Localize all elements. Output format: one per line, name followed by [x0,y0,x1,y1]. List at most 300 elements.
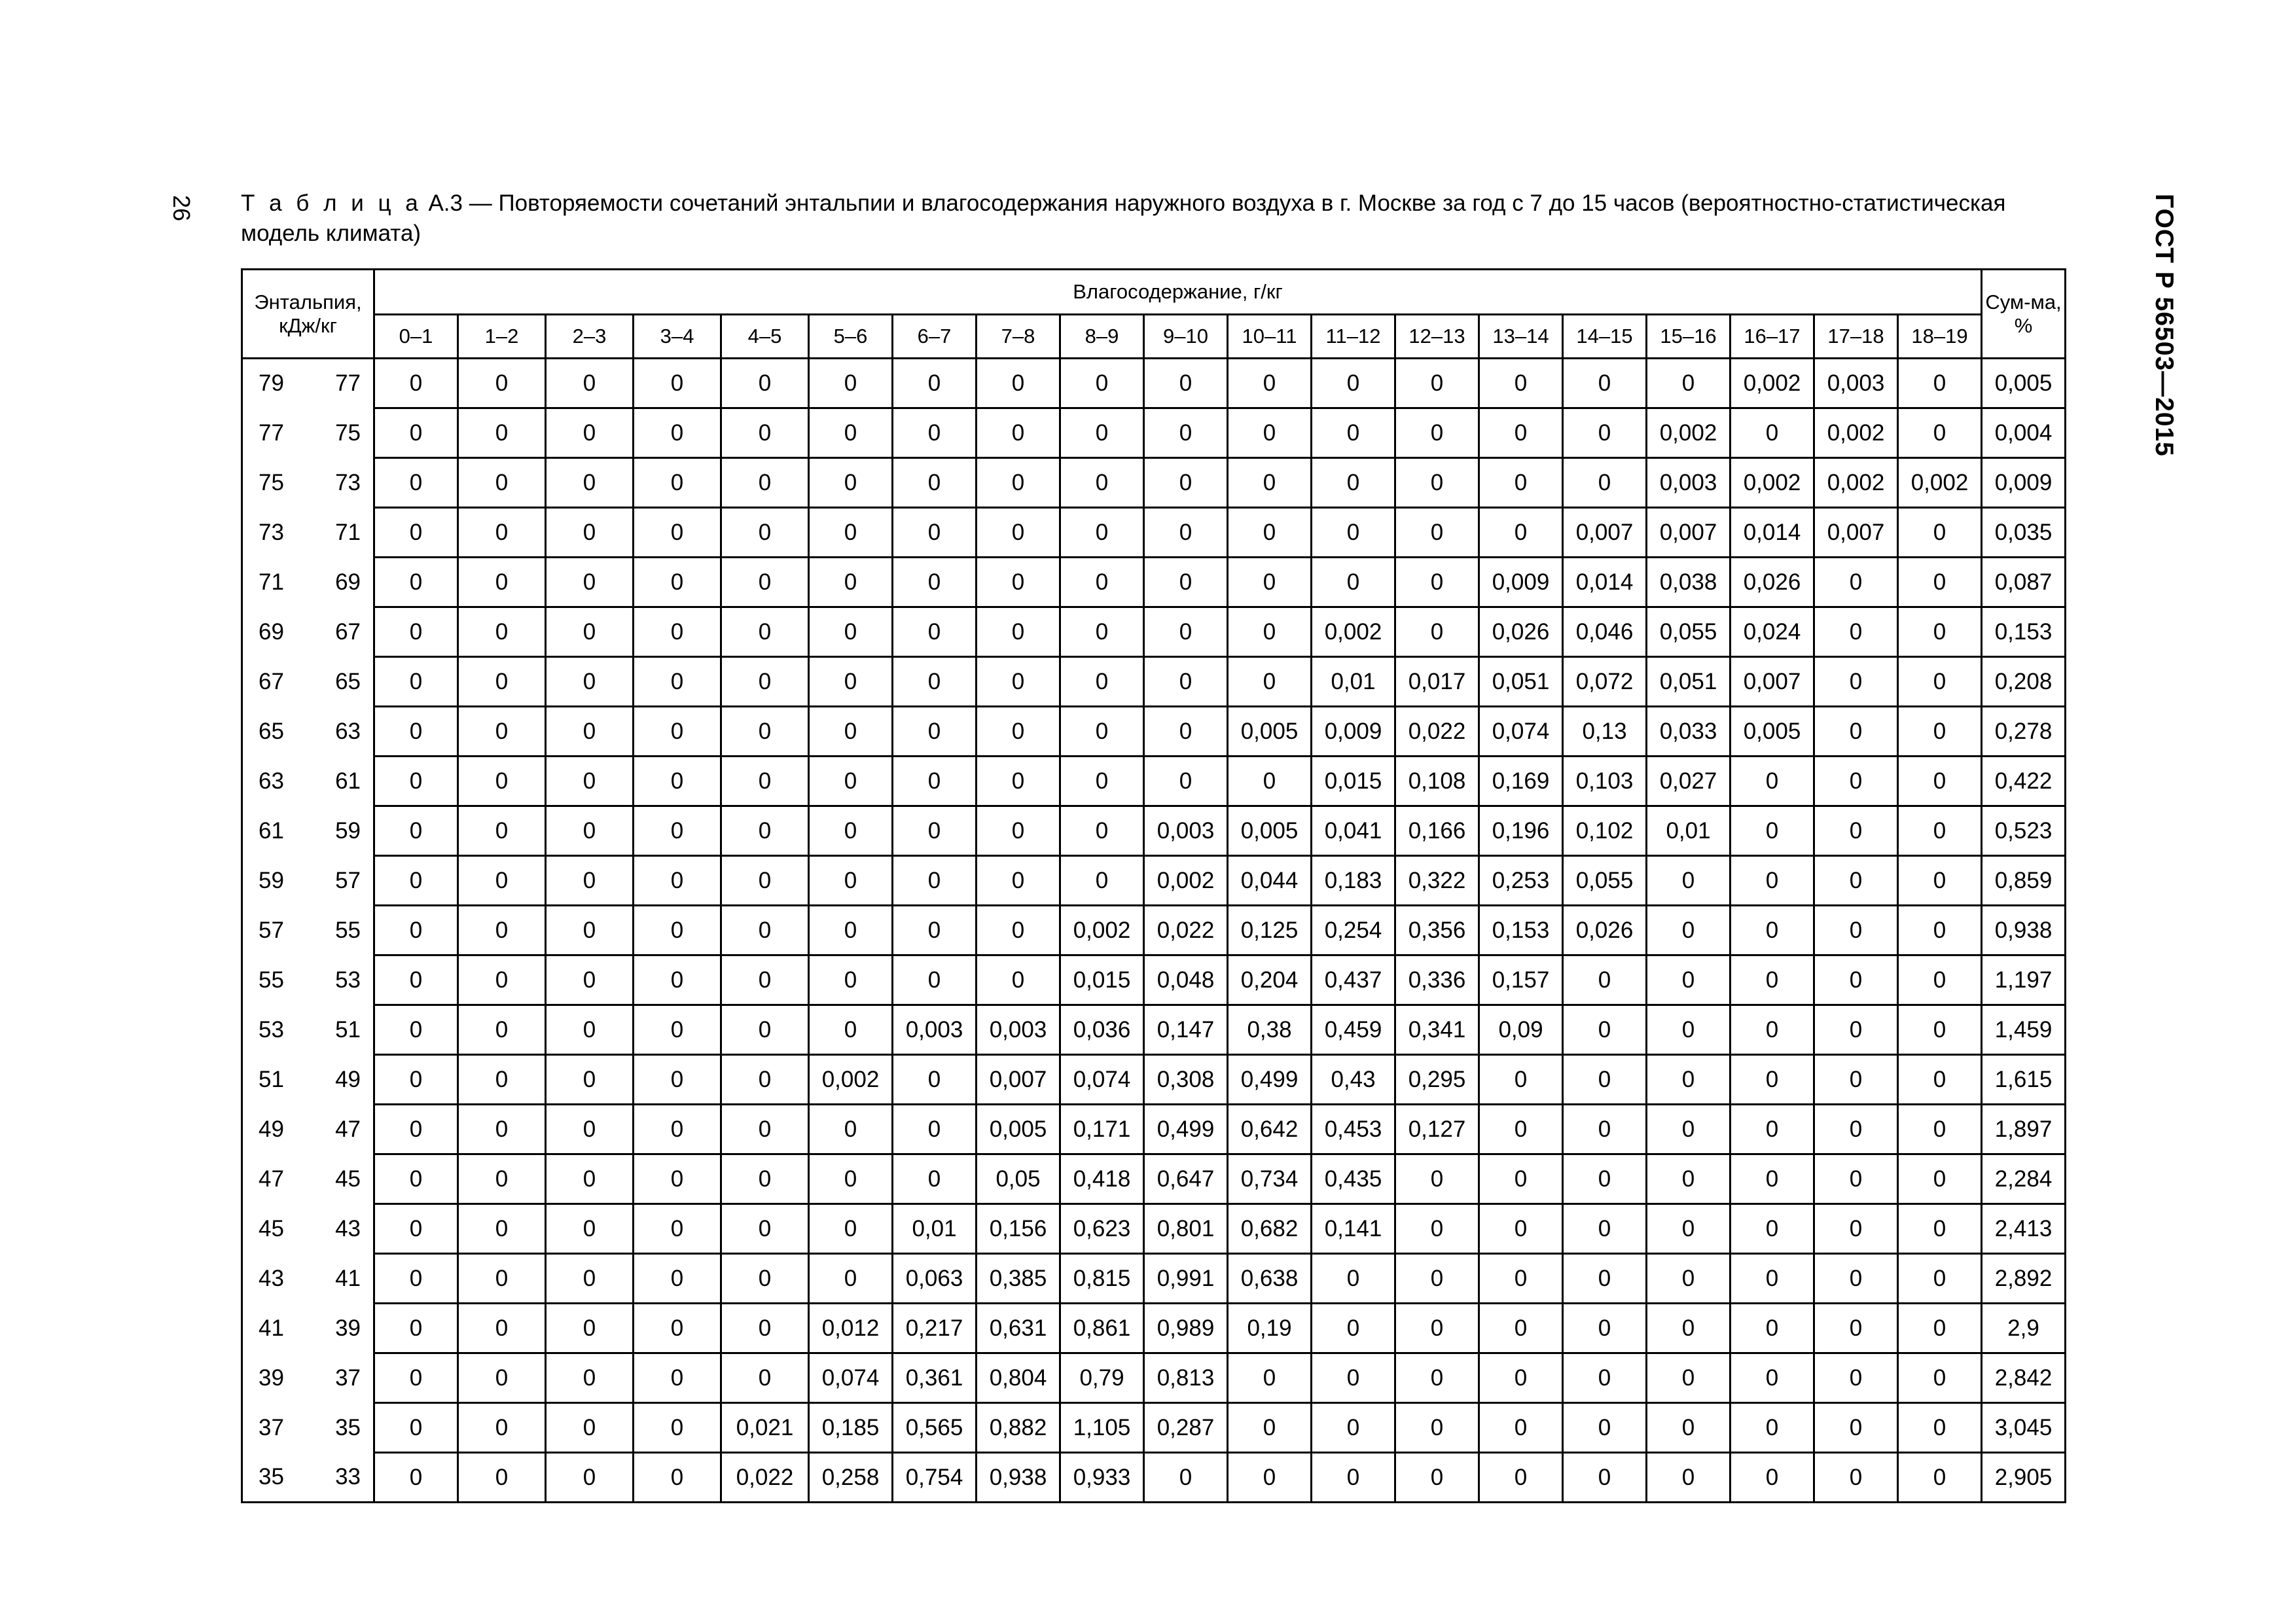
value-cell: 0 [809,707,893,757]
value-cell: 0 [1395,1453,1479,1503]
value-cell: 0 [1814,955,1898,1005]
value-cell: 0 [809,558,893,607]
enthalpy-lower: 41 [335,1265,361,1291]
value-cell: 0 [1563,1353,1647,1403]
value-cell: 0 [1395,1353,1479,1403]
table-row [242,1353,2066,1403]
value-cell: 0 [374,1254,458,1304]
enthalpy-lower: 73 [335,469,361,495]
value-cell: 0 [977,856,1060,906]
value-cell: 0 [458,707,546,757]
value-cell: 0 [1479,1254,1563,1304]
value-cell: 0 [634,1154,721,1204]
value-cell: 0,003 [1144,806,1228,856]
value-cell: 0 [458,1105,546,1154]
value-cell: 0 [721,856,809,906]
value-cell: 0,09 [1479,1005,1563,1055]
value-cell: 0,815 [1060,1254,1144,1304]
enthalpy-range-cell [242,906,374,955]
value-cell: 0,254 [1312,906,1395,955]
value-cell: 0 [374,1204,458,1254]
value-cell: 0 [721,657,809,707]
enthalpy-range-cell [242,856,374,906]
value-cell: 0 [721,607,809,657]
value-cell: 0 [1060,707,1144,757]
value-cell: 0 [634,856,721,906]
value-cell: 0 [1479,1055,1563,1105]
value-cell: 0,19 [1228,1304,1312,1353]
sum-cell: 1,459 [1982,1005,2066,1055]
value-cell: 0 [721,508,809,558]
value-cell: 0,108 [1395,757,1479,806]
enthalpy-upper: 43 [259,1265,284,1291]
value-cell: 0 [893,955,977,1005]
enthalpy-upper: 41 [259,1315,284,1341]
value-cell: 0 [1898,707,1982,757]
value-cell: 0 [1479,408,1563,458]
enthalpy-lower: 47 [335,1116,361,1142]
value-cell: 0,989 [1144,1304,1228,1353]
enthalpy-lower: 67 [335,618,361,645]
value-cell: 0 [1144,1453,1228,1503]
value-cell: 0 [721,955,809,1005]
value-cell: 0 [1144,657,1228,707]
value-cell: 0,813 [1144,1353,1228,1403]
value-cell: 0 [977,558,1060,607]
table-row [242,707,2066,757]
value-cell: 0 [458,757,546,806]
value-cell: 0 [893,458,977,508]
table-container [241,268,2066,1503]
value-cell: 0,036 [1060,1005,1144,1055]
enthalpy-range-cell [242,1055,374,1105]
value-cell: 0 [721,359,809,408]
value-cell: 0,453 [1312,1105,1395,1154]
value-cell: 0 [458,1353,546,1403]
value-cell: 0 [1144,707,1228,757]
value-cell: 0 [721,1154,809,1204]
value-cell: 0 [1814,906,1898,955]
column-header: 4–5 [721,315,809,359]
value-cell: 0 [1563,955,1647,1005]
value-cell: 0 [1731,1204,1814,1254]
value-cell: 0 [458,1304,546,1353]
value-cell: 0 [893,1105,977,1154]
table-row [242,408,2066,458]
value-cell: 0 [1731,757,1814,806]
enthalpy-range-cell [242,1453,374,1503]
value-cell: 0 [458,458,546,508]
value-cell: 0,033 [1647,707,1731,757]
table-row [242,1005,2066,1055]
table-caption [241,188,2073,249]
value-cell: 0,005 [1228,806,1312,856]
value-cell: 0 [893,1055,977,1105]
sum-cell: 0,004 [1982,408,2066,458]
enthalpy-upper: 63 [259,768,284,794]
value-cell: 0 [977,607,1060,657]
value-cell: 0 [893,1154,977,1204]
value-cell: 0,048 [1144,955,1228,1005]
column-header: 5–6 [809,315,893,359]
table-row [242,856,2066,906]
value-cell: 0,322 [1395,856,1479,906]
enthalpy-lower: 35 [335,1414,361,1440]
value-cell: 0 [1060,757,1144,806]
value-cell: 0 [374,558,458,607]
value-cell: 0,051 [1479,657,1563,707]
value-cell: 0,002 [1814,458,1898,508]
value-cell: 0 [1898,906,1982,955]
value-cell: 0 [1228,1353,1312,1403]
value-cell: 0 [634,458,721,508]
value-cell: 0,002 [1060,906,1144,955]
value-cell: 0 [893,657,977,707]
value-cell: 0 [546,1005,634,1055]
value-cell: 0 [374,1403,458,1453]
value-cell: 0,074 [1479,707,1563,757]
value-cell: 0 [1647,955,1731,1005]
value-cell: 0,341 [1395,1005,1479,1055]
value-cell: 0 [1898,1105,1982,1154]
value-cell: 0,361 [893,1353,977,1403]
value-cell: 0 [374,1055,458,1105]
value-cell: 0,051 [1647,657,1731,707]
value-cell: 0 [1479,1204,1563,1254]
value-cell: 0 [634,408,721,458]
enthalpy-range-cell [242,1154,374,1204]
value-cell: 0 [721,458,809,508]
value-cell: 0 [809,757,893,806]
table-row [242,1105,2066,1154]
value-cell: 0 [893,408,977,458]
frequency-table [241,268,2066,1503]
value-cell: 0 [1814,657,1898,707]
value-cell: 0 [893,856,977,906]
value-cell: 0,003 [977,1005,1060,1055]
value-cell: 0 [977,359,1060,408]
value-cell: 0 [1479,1304,1563,1353]
value-cell: 0 [809,806,893,856]
value-cell: 0 [1395,1154,1479,1204]
value-cell: 0 [458,359,546,408]
enthalpy-upper: 57 [259,917,284,943]
value-cell: 0 [1479,1353,1563,1403]
table-row [242,1055,2066,1105]
value-cell: 0,147 [1144,1005,1228,1055]
value-cell: 0 [458,1254,546,1304]
value-cell: 0,565 [893,1403,977,1453]
value-cell: 0,754 [893,1453,977,1503]
value-cell: 0,074 [1060,1055,1144,1105]
value-cell: 0,156 [977,1204,1060,1254]
value-cell: 0 [1814,1105,1898,1154]
value-cell: 0 [546,1204,634,1254]
enthalpy-range-cell [242,1353,374,1403]
value-cell: 0 [458,856,546,906]
value-cell: 0 [977,806,1060,856]
value-cell: 0 [458,408,546,458]
value-cell: 0 [1228,607,1312,657]
value-cell: 0 [1563,1254,1647,1304]
value-cell: 0,459 [1312,1005,1395,1055]
value-cell: 0,734 [1228,1154,1312,1204]
value-cell: 0 [1647,1055,1731,1105]
enthalpy-lower: 75 [335,419,361,446]
value-cell: 0 [1144,359,1228,408]
value-cell: 0 [977,906,1060,955]
sum-cell: 0,938 [1982,906,2066,955]
sum-cell: 0,523 [1982,806,2066,856]
value-cell: 0 [1814,757,1898,806]
value-cell: 0 [1395,408,1479,458]
value-cell: 0 [1395,359,1479,408]
value-cell: 0 [634,707,721,757]
enthalpy-upper: 59 [259,867,284,893]
value-cell: 0 [893,508,977,558]
sum-header: Сум-ма, % [1982,270,2066,359]
value-cell: 0 [634,508,721,558]
value-cell: 0 [458,508,546,558]
enthalpy-upper: 71 [259,569,284,595]
value-cell: 0 [1814,806,1898,856]
value-cell: 0 [1814,1204,1898,1254]
enthalpy-range-cell [242,1005,374,1055]
enthalpy-lower: 37 [335,1364,361,1391]
value-cell: 0 [374,607,458,657]
value-cell: 0 [1060,508,1144,558]
value-cell: 0 [458,657,546,707]
enthalpy-range-cell [242,757,374,806]
value-cell: 0 [1144,558,1228,607]
value-cell: 0,005 [1228,707,1312,757]
enthalpy-upper: 75 [259,469,284,495]
value-cell: 0 [458,1204,546,1254]
value-cell: 0 [1898,1204,1982,1254]
value-cell: 0,166 [1395,806,1479,856]
value-cell: 0 [374,408,458,458]
value-cell: 0 [809,856,893,906]
value-cell: 0 [1563,1304,1647,1353]
value-cell: 0,127 [1395,1105,1479,1154]
value-cell: 0 [374,359,458,408]
enthalpy-upper: 77 [259,419,284,446]
enthalpy-range-cell [242,1204,374,1254]
value-cell: 0 [1898,1005,1982,1055]
enthalpy-lower: 57 [335,867,361,893]
value-cell: 0 [1898,955,1982,1005]
value-cell: 0 [809,458,893,508]
value-cell: 0,801 [1144,1204,1228,1254]
value-cell: 0,012 [809,1304,893,1353]
value-cell: 0 [1814,558,1898,607]
value-cell: 0,026 [1479,607,1563,657]
value-cell: 0 [1898,607,1982,657]
enthalpy-upper: 49 [259,1116,284,1142]
value-cell: 0,022 [721,1453,809,1503]
value-cell: 0 [1312,1353,1395,1403]
value-cell: 0,055 [1647,607,1731,657]
value-cell: 0 [1647,856,1731,906]
value-cell: 0,046 [1563,607,1647,657]
value-cell: 0,005 [1731,707,1814,757]
value-cell: 0 [458,1403,546,1453]
enthalpy-lower: 71 [335,519,361,545]
value-cell: 0 [977,757,1060,806]
table-row [242,657,2066,707]
enthalpy-range-cell [242,408,374,458]
value-cell: 0 [721,1105,809,1154]
enthalpy-lower: 61 [335,768,361,794]
sum-cell: 0,153 [1982,607,2066,657]
value-cell: 0,026 [1563,906,1647,955]
value-cell: 0,01 [1647,806,1731,856]
value-cell: 0,007 [977,1055,1060,1105]
value-cell: 0 [1563,458,1647,508]
value-cell: 0 [546,1105,634,1154]
value-cell: 0 [1814,1005,1898,1055]
value-cell: 0 [809,1105,893,1154]
value-cell: 0 [1898,856,1982,906]
value-cell: 0,002 [1898,458,1982,508]
value-cell: 0 [634,1105,721,1154]
value-cell: 0 [1898,1304,1982,1353]
value-cell: 0 [374,1005,458,1055]
value-cell: 0,638 [1228,1254,1312,1304]
column-header: 18–19 [1898,315,1982,359]
value-cell: 0 [546,458,634,508]
table-row [242,1403,2066,1453]
value-cell: 0 [721,906,809,955]
value-cell: 0,072 [1563,657,1647,707]
table-row [242,1453,2066,1503]
value-cell: 0,938 [977,1453,1060,1503]
value-cell: 0 [1228,657,1312,707]
table-row [242,1204,2066,1254]
value-cell: 0 [634,1204,721,1254]
value-cell: 0 [1395,1403,1479,1453]
enthalpy-upper: 73 [259,519,284,545]
value-cell: 0,022 [1144,906,1228,955]
sum-cell: 2,284 [1982,1154,2066,1204]
value-cell: 0 [1898,1403,1982,1453]
value-cell: 0 [546,806,634,856]
enthalpy-upper: 79 [259,370,284,397]
value-cell: 0 [721,806,809,856]
value-cell: 0 [809,1154,893,1204]
value-cell: 0,804 [977,1353,1060,1403]
column-header: 2–3 [546,315,634,359]
value-cell: 0,647 [1144,1154,1228,1204]
value-cell: 0 [458,1453,546,1503]
value-cell: 0,185 [809,1403,893,1453]
value-cell: 0 [1563,1105,1647,1154]
sum-cell: 1,615 [1982,1055,2066,1105]
value-cell: 0,169 [1479,757,1563,806]
value-cell: 0 [1144,408,1228,458]
value-cell: 0,336 [1395,955,1479,1005]
value-cell: 0 [1647,1453,1731,1503]
enthalpy-lower: 53 [335,967,361,993]
value-cell: 0 [893,906,977,955]
value-cell: 0,007 [1647,508,1731,558]
column-header: 15–16 [1647,315,1731,359]
value-cell: 0 [809,1005,893,1055]
value-cell: 0 [1731,1304,1814,1353]
enthalpy-lower: 55 [335,917,361,943]
enthalpy-range-cell [242,1403,374,1453]
value-cell: 0 [893,558,977,607]
enthalpy-lower: 77 [335,370,361,397]
value-cell: 0,007 [1814,508,1898,558]
value-cell: 0 [546,1055,634,1105]
value-cell: 0,933 [1060,1453,1144,1503]
value-cell: 0 [546,508,634,558]
value-cell: 0 [977,458,1060,508]
enthalpy-lower: 33 [335,1463,361,1489]
value-cell: 0 [1312,408,1395,458]
value-cell: 0,002 [1814,408,1898,458]
value-cell: 0 [546,757,634,806]
sum-cell: 0,035 [1982,508,2066,558]
value-cell: 0 [458,558,546,607]
value-cell: 0 [634,757,721,806]
value-cell: 0 [1731,1005,1814,1055]
value-cell: 0 [1395,458,1479,508]
value-cell: 0 [809,955,893,1005]
table-row [242,558,2066,607]
page-number: 26 [168,195,195,222]
value-cell: 0,217 [893,1304,977,1353]
value-cell: 0,418 [1060,1154,1144,1204]
caption-text: А.3 — Повторяемости сочетаний энтальпии и влагосодержания наружного воздуха в г. Москве за год с 7 до 15 часов (вероятностно-статистическая модель климата) [241,190,2006,246]
value-cell: 0 [1479,1105,1563,1154]
value-cell: 0,01 [1312,657,1395,707]
value-cell: 0,171 [1060,1105,1144,1154]
value-cell: 0 [1731,955,1814,1005]
value-cell: 0 [1731,1353,1814,1403]
enthalpy-range-cell [242,657,374,707]
value-cell: 0 [1647,1204,1731,1254]
value-cell: 0 [546,657,634,707]
table-row [242,906,2066,955]
value-cell: 0 [1731,856,1814,906]
enthalpy-upper: 39 [259,1364,284,1391]
sum-cell: 3,045 [1982,1403,2066,1453]
value-cell: 0 [374,856,458,906]
sum-cell: 2,905 [1982,1453,2066,1503]
value-cell: 0 [1395,508,1479,558]
sum-cell: 2,9 [1982,1304,2066,1353]
value-cell: 0 [1144,458,1228,508]
value-cell: 0 [809,1204,893,1254]
value-cell: 0 [1814,1453,1898,1503]
value-cell: 0,002 [1312,607,1395,657]
value-cell: 0 [1312,458,1395,508]
value-cell: 0 [721,1204,809,1254]
value-cell: 0 [1647,1005,1731,1055]
value-cell: 0,196 [1479,806,1563,856]
value-cell: 0,009 [1312,707,1395,757]
value-cell: 0,015 [1060,955,1144,1005]
value-cell: 0 [1814,1254,1898,1304]
value-cell: 0,017 [1395,657,1479,707]
enthalpy-range-cell [242,707,374,757]
value-cell: 0 [634,607,721,657]
value-cell: 0 [374,707,458,757]
value-cell: 0,055 [1563,856,1647,906]
value-cell: 0,103 [1563,757,1647,806]
